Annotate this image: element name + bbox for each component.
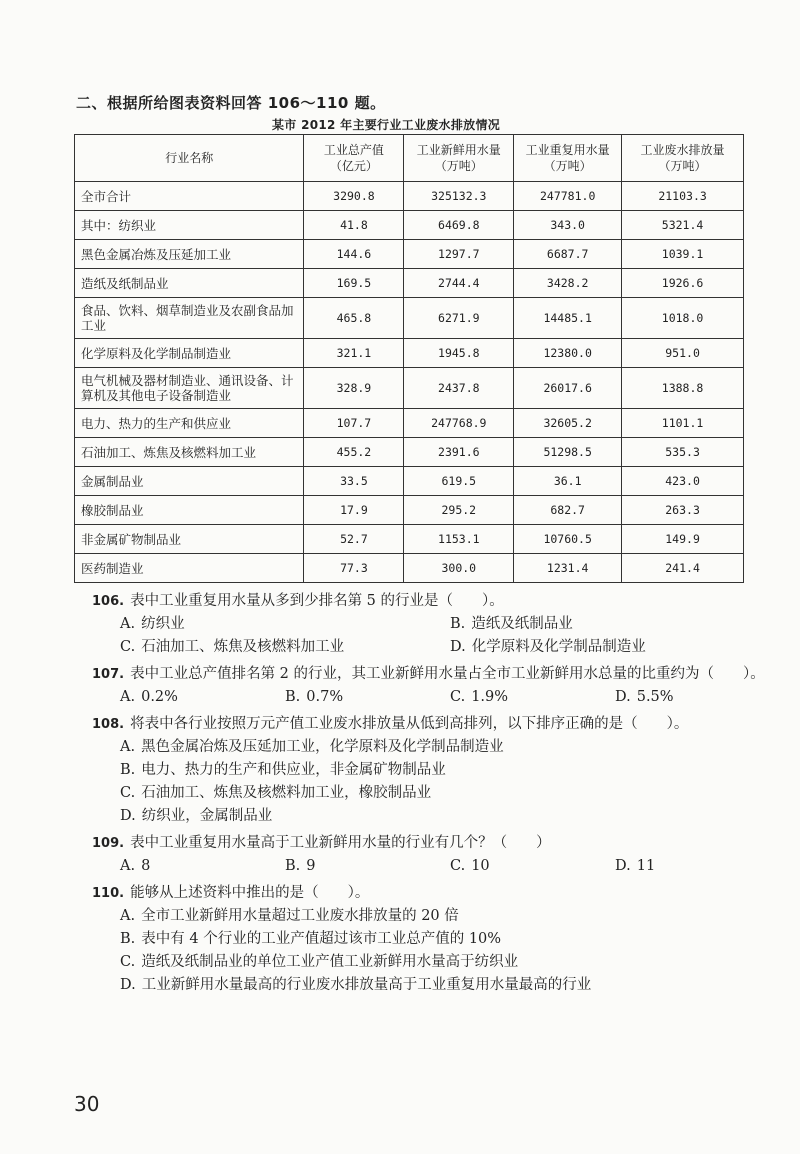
row-name: 电气机械及器材制造业、通讯设备、计算机及其他电子设备制造业 xyxy=(75,368,304,409)
question-107 xyxy=(92,663,772,709)
row-discharge: 21103.3 xyxy=(622,182,744,211)
row-reuse: 36.1 xyxy=(514,467,622,496)
option-letter: B. xyxy=(285,689,301,705)
row-fresh: 1297.7 xyxy=(404,240,514,269)
table-row xyxy=(75,438,744,467)
question-text: 将表中各行业按照万元产值工业废水排放量从低到高排列，以下排序正确的是（ ）。 xyxy=(130,716,689,732)
option-text: 表中有 4 个行业的工业产值超过该市工业总产值的 10% xyxy=(141,931,502,947)
option-a[interactable] xyxy=(120,736,760,759)
row-reuse: 12380.0 xyxy=(514,339,622,368)
row-reuse: 3428.2 xyxy=(514,269,622,298)
option-letter: A. xyxy=(120,908,136,924)
table-caption: 某市 2012 年主要行业工业废水排放情况 xyxy=(272,118,501,132)
row-output: 321.1 xyxy=(304,339,404,368)
row-output: 77.3 xyxy=(304,554,404,583)
question-stem xyxy=(92,882,772,905)
table-header-row xyxy=(75,135,744,182)
option-list xyxy=(92,686,772,709)
option-text: 9 xyxy=(306,858,316,874)
option-letter: D. xyxy=(120,977,136,993)
table-row xyxy=(75,467,744,496)
row-output: 169.5 xyxy=(304,269,404,298)
row-reuse: 32605.2 xyxy=(514,409,622,438)
option-letter: D. xyxy=(120,808,136,824)
row-output: 41.8 xyxy=(304,211,404,240)
question-number: 107. xyxy=(92,667,125,682)
table-row xyxy=(75,298,744,339)
table-row xyxy=(75,525,744,554)
option-text: 纺织业，金属制品业 xyxy=(141,808,273,824)
row-name: 橡胶制品业 xyxy=(75,496,304,525)
row-discharge: 951.0 xyxy=(622,339,744,368)
row-fresh: 295.2 xyxy=(404,496,514,525)
table-row xyxy=(75,211,744,240)
option-letter: C. xyxy=(120,639,136,655)
question-text: 能够从上述资料中推出的是（ ）。 xyxy=(130,885,370,901)
row-output: 328.9 xyxy=(304,368,404,409)
option-a[interactable] xyxy=(120,905,760,928)
question-list xyxy=(92,590,772,1001)
header-output-unit: （亿元） xyxy=(329,159,378,173)
option-text: 全市工业新鲜用水量超过工业废水排放量的 20 倍 xyxy=(141,908,459,924)
row-name: 金属制品业 xyxy=(75,467,304,496)
row-discharge: 1388.8 xyxy=(622,368,744,409)
option-c[interactable] xyxy=(120,636,450,659)
option-text: 电力、热力的生产和供应业，非金属矿物制品业 xyxy=(141,762,446,778)
question-stem xyxy=(92,590,772,613)
header-reuse-unit: （万吨） xyxy=(543,159,592,173)
option-letter: C. xyxy=(450,858,466,874)
row-fresh: 2437.8 xyxy=(404,368,514,409)
row-discharge: 1101.1 xyxy=(622,409,744,438)
page-number: 30 xyxy=(74,1092,100,1116)
header-discharge-label: 工业废水排放量 xyxy=(640,143,725,157)
option-b[interactable] xyxy=(120,928,760,951)
row-fresh: 619.5 xyxy=(404,467,514,496)
row-output: 455.2 xyxy=(304,438,404,467)
row-fresh: 6469.8 xyxy=(404,211,514,240)
option-a[interactable] xyxy=(120,686,285,709)
row-reuse: 343.0 xyxy=(514,211,622,240)
option-text: 0.7% xyxy=(306,689,344,705)
option-a[interactable] xyxy=(120,613,450,636)
option-letter: D. xyxy=(615,689,631,705)
row-discharge: 263.3 xyxy=(622,496,744,525)
question-110 xyxy=(92,882,772,997)
header-reuse-water xyxy=(514,135,622,182)
option-text: 黑色金属冶炼及压延加工业，化学原料及化学制品制造业 xyxy=(141,739,504,755)
row-reuse: 1231.4 xyxy=(514,554,622,583)
table-row xyxy=(75,409,744,438)
question-number: 110. xyxy=(92,886,125,901)
option-b[interactable] xyxy=(450,613,780,636)
option-text: 造纸及纸制品业 xyxy=(471,616,573,632)
option-letter: A. xyxy=(120,616,136,632)
row-output: 33.5 xyxy=(304,467,404,496)
row-reuse: 51298.5 xyxy=(514,438,622,467)
option-letter: D. xyxy=(615,858,631,874)
option-b[interactable] xyxy=(120,759,760,782)
option-d[interactable] xyxy=(615,855,780,878)
question-109 xyxy=(92,832,772,878)
option-d[interactable] xyxy=(450,636,780,659)
row-name: 其中：纺织业 xyxy=(75,211,304,240)
row-reuse: 14485.1 xyxy=(514,298,622,339)
option-letter: B. xyxy=(450,616,466,632)
question-text: 表中工业重复用水量从多到少排名第 5 的行业是（ ）。 xyxy=(130,593,504,609)
row-fresh: 2744.4 xyxy=(404,269,514,298)
row-name: 化学原料及化学制品制造业 xyxy=(75,339,304,368)
table-row xyxy=(75,182,744,211)
row-output: 144.6 xyxy=(304,240,404,269)
table-row xyxy=(75,368,744,409)
row-output: 465.8 xyxy=(304,298,404,339)
header-fresh-water xyxy=(404,135,514,182)
header-discharge-unit: （万吨） xyxy=(658,159,707,173)
question-number: 109. xyxy=(92,836,125,851)
row-output: 17.9 xyxy=(304,496,404,525)
option-text: 1.9% xyxy=(471,689,509,705)
row-output: 52.7 xyxy=(304,525,404,554)
row-fresh: 2391.6 xyxy=(404,438,514,467)
row-name: 食品、饮料、烟草制造业及农副食品加工业 xyxy=(75,298,304,339)
header-industry-label: 行业名称 xyxy=(165,151,214,165)
option-b[interactable] xyxy=(285,686,450,709)
header-output-label: 工业总产值 xyxy=(323,143,384,157)
question-108 xyxy=(92,713,772,828)
header-reuse-label: 工业重复用水量 xyxy=(525,143,610,157)
question-number: 106. xyxy=(92,594,125,609)
row-name: 黑色金属冶炼及压延加工业 xyxy=(75,240,304,269)
header-industry xyxy=(75,135,304,182)
option-letter: A. xyxy=(120,739,136,755)
row-discharge: 149.9 xyxy=(622,525,744,554)
option-c[interactable] xyxy=(120,951,760,974)
row-output: 107.7 xyxy=(304,409,404,438)
question-number: 108. xyxy=(92,717,125,732)
row-fresh: 1945.8 xyxy=(404,339,514,368)
row-reuse: 247781.0 xyxy=(514,182,622,211)
row-reuse: 682.7 xyxy=(514,496,622,525)
table-row xyxy=(75,554,744,583)
row-discharge: 535.3 xyxy=(622,438,744,467)
question-text: 表中工业总产值排名第 2 的行业，其工业新鲜用水量占全市工业新鲜用水总量的比重约为（ ）。 xyxy=(130,666,765,682)
section-title: 二、根据所给图表资料回答 106～110 题。 xyxy=(76,94,386,112)
option-letter: C. xyxy=(450,689,466,705)
option-letter: C. xyxy=(120,785,136,801)
option-letter: A. xyxy=(120,689,136,705)
table-row xyxy=(75,269,744,298)
row-fresh: 1153.1 xyxy=(404,525,514,554)
question-text: 表中工业重复用水量高于工业新鲜用水量的行业有几个？（ ） xyxy=(130,835,551,851)
table-row xyxy=(75,339,744,368)
option-text: 纺织业 xyxy=(141,616,185,632)
row-reuse: 10760.5 xyxy=(514,525,622,554)
wastewater-table xyxy=(74,134,744,583)
option-d[interactable] xyxy=(120,805,760,828)
option-letter: B. xyxy=(120,931,136,947)
option-list xyxy=(92,736,772,828)
option-letter: C. xyxy=(120,954,136,970)
option-list xyxy=(92,905,772,997)
row-discharge: 1039.1 xyxy=(622,240,744,269)
option-c[interactable] xyxy=(120,782,760,805)
row-discharge: 241.4 xyxy=(622,554,744,583)
option-text: 化学原料及化学制品制造业 xyxy=(471,639,646,655)
row-discharge: 1926.6 xyxy=(622,269,744,298)
option-c[interactable] xyxy=(450,686,615,709)
header-fresh-unit: （万吨） xyxy=(434,159,483,173)
option-text: 8 xyxy=(141,858,151,874)
row-name: 医药制造业 xyxy=(75,554,304,583)
row-name: 造纸及纸制品业 xyxy=(75,269,304,298)
option-text: 石油加工、炼焦及核燃料加工业 xyxy=(141,639,345,655)
row-fresh: 300.0 xyxy=(404,554,514,583)
option-text: 5.5% xyxy=(636,689,674,705)
option-text: 石油加工、炼焦及核燃料加工业，橡胶制品业 xyxy=(141,785,432,801)
row-discharge: 423.0 xyxy=(622,467,744,496)
option-letter: D. xyxy=(450,639,466,655)
row-name: 非金属矿物制品业 xyxy=(75,525,304,554)
table-row xyxy=(75,240,744,269)
header-output xyxy=(304,135,404,182)
row-name: 全市合计 xyxy=(75,182,304,211)
option-c[interactable] xyxy=(450,855,615,878)
option-letter: B. xyxy=(120,762,136,778)
row-fresh: 6271.9 xyxy=(404,298,514,339)
row-fresh: 325132.3 xyxy=(404,182,514,211)
option-text: 0.2% xyxy=(141,689,178,705)
option-letter: A. xyxy=(120,858,136,874)
row-name: 电力、热力的生产和供应业 xyxy=(75,409,304,438)
row-reuse: 26017.6 xyxy=(514,368,622,409)
row-output: 3290.8 xyxy=(304,182,404,211)
option-d[interactable] xyxy=(120,974,760,997)
row-discharge: 5321.4 xyxy=(622,211,744,240)
header-discharge xyxy=(622,135,744,182)
row-fresh: 247768.9 xyxy=(404,409,514,438)
row-name: 石油加工、炼焦及核燃料加工业 xyxy=(75,438,304,467)
table-row xyxy=(75,496,744,525)
option-list xyxy=(92,613,772,659)
question-stem xyxy=(92,832,772,855)
option-text: 10 xyxy=(471,858,490,874)
option-a[interactable] xyxy=(120,855,285,878)
question-stem xyxy=(92,663,772,686)
question-106 xyxy=(92,590,772,659)
option-b[interactable] xyxy=(285,855,450,878)
option-text: 造纸及纸制品业的单位工业产值工业新鲜用水量高于纺织业 xyxy=(141,954,519,970)
row-reuse: 6687.7 xyxy=(514,240,622,269)
option-text: 11 xyxy=(636,858,656,874)
option-text: 工业新鲜用水量最高的行业废水排放量高于工业重复用水量最高的行业 xyxy=(141,977,592,993)
option-d[interactable] xyxy=(615,686,780,709)
option-list xyxy=(92,855,772,878)
header-fresh-label: 工业新鲜用水量 xyxy=(416,143,501,157)
question-stem xyxy=(92,713,772,736)
row-discharge: 1018.0 xyxy=(622,298,744,339)
option-letter: B. xyxy=(285,858,301,874)
